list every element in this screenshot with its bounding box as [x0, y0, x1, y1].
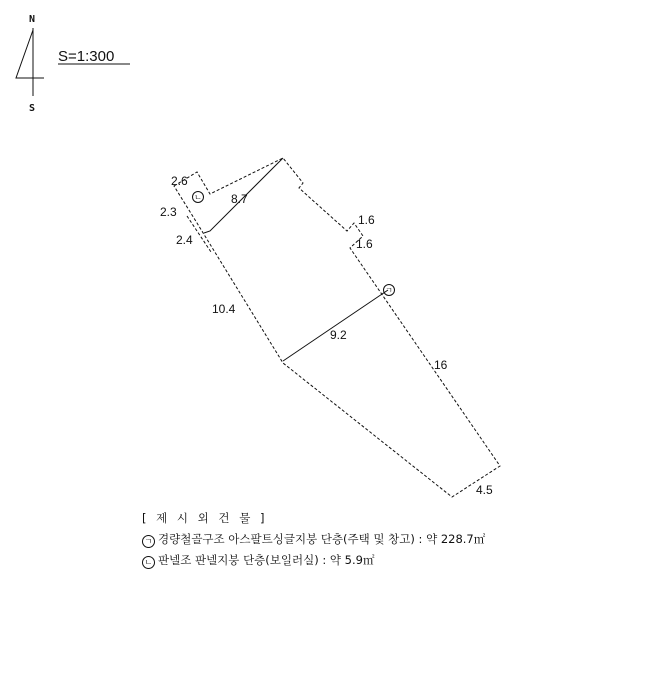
- north-arrow-icon: [16, 28, 44, 96]
- legend-item-a: [142, 529, 642, 550]
- dim-2-3: 2.3: [160, 205, 177, 219]
- legend-item-b-text: 판넬조 판넬지붕 단층(보일러실) : 약 5.9㎡: [158, 553, 375, 567]
- legend-marker-b-icon: ㄴ: [142, 556, 155, 569]
- dim-2-6: 2.6: [171, 174, 188, 188]
- dim-8-7: 8.7: [231, 192, 248, 206]
- interior-divider: [283, 290, 388, 361]
- dim-2-4: 2.4: [176, 233, 193, 247]
- scale-label: S=1:300: [58, 48, 115, 65]
- marker-b-label: ㄴ: [194, 193, 202, 202]
- dim-9-2: 9.2: [330, 328, 347, 342]
- legend-marker-a-icon: ㄱ: [142, 535, 155, 548]
- compass-south-label: S: [29, 103, 36, 114]
- dim-1-6-bottom: 1.6: [356, 237, 373, 251]
- marker-a-label: ㄱ: [385, 286, 393, 295]
- marker-a-icon: [384, 285, 395, 296]
- legend-title: [ 제 시 외 건 물 ]: [142, 511, 268, 525]
- legend-item-b: [142, 550, 642, 571]
- compass-north-label: N: [29, 14, 36, 25]
- dim-10-4: 10.4: [212, 302, 236, 316]
- dim-4-5: 4.5: [476, 483, 493, 497]
- legend: [142, 508, 642, 571]
- legend-item-a-text: 경량철골구조 아스팔트싱글지붕 단층(주택 및 창고) : 약 228.7㎡: [158, 532, 486, 546]
- dim-1-6-top: 1.6: [358, 213, 375, 227]
- dim-16: 16: [434, 358, 448, 372]
- marker-b-icon: [193, 192, 204, 203]
